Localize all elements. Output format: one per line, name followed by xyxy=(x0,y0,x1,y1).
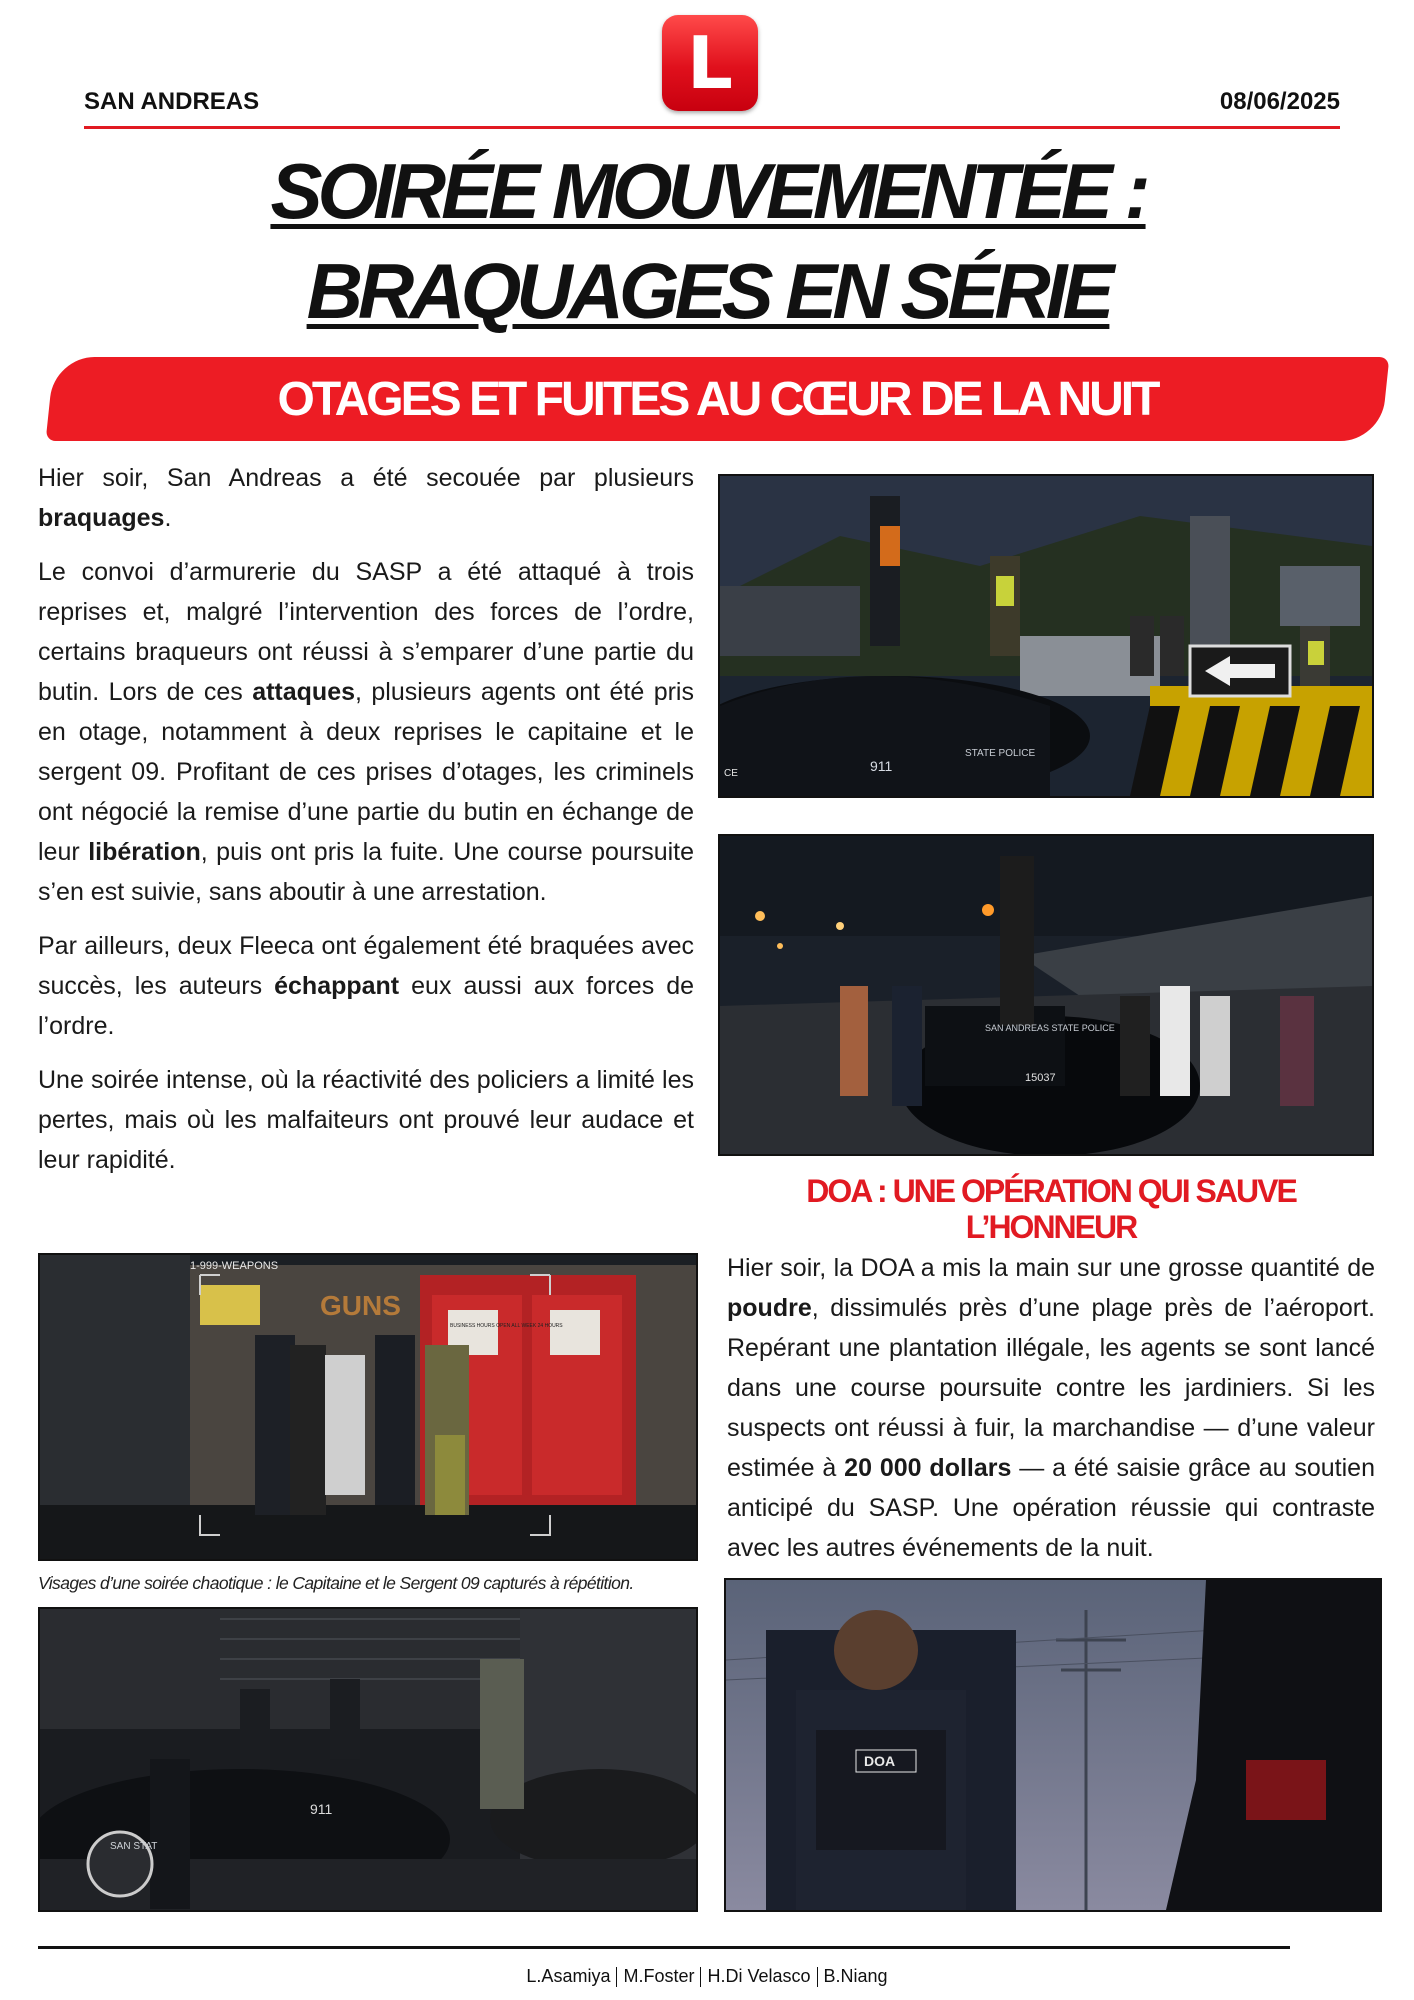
author-credits xyxy=(0,1966,1414,1987)
photo-car-text: STATE POLICE xyxy=(965,748,1036,759)
photo-corner-text: CE xyxy=(724,768,738,779)
door-notice-text: BUSINESS HOURS OPEN ALL WEEK 24 HOURS xyxy=(450,1323,563,1329)
location-label: SAN ANDREAS xyxy=(84,88,260,115)
credit-separator xyxy=(700,1967,701,1987)
article-paragraph-1: Hier soir, San Andreas a été secouée par plusieurs braquages. xyxy=(38,464,694,532)
photo-police-car-garage xyxy=(38,1607,698,1912)
article-paragraph-2: Le convoi d’armurerie du SASP a été attaqué à trois reprises et, malgré l’intervention des forces de l’ordre, certains braqueurs ont réussi à s’emparer d’une partie du butin. Lors de ces attaques, plusieurs agents ont été pris en otage, notamment à deux reprises le capitaine et le sergent 09. Profitant de ces prises d’otages, les criminels ont négocié la remise d’une partie du butin en échange de leur libération, puis ont pris la fuite. Une course poursuite s’en est suivie, sans aboutir à une arrestation. xyxy=(38,558,695,906)
header-divider xyxy=(84,126,1340,129)
doa-paragraph: Hier soir, la DOA a mis la main sur une grosse quantité de poudre, dissimulés près d’une plage près de l’aéroport. Repérant une plantation illégale, les agents se sont lancé dans une course poursuite contre les jardiniers. Si les suspects ont réussi à fuir, la marchandise — d’une valeur estimée à 20 000 dollars — a été saisie grâce au soutien anticipé du SASP. Une opération réussie qui contraste avec les autres événements de la nuit. xyxy=(727,1254,1375,1562)
author-4: B.Niang xyxy=(823,1966,888,1986)
shop-sign-text: 1-999-WEAPONS xyxy=(190,1260,279,1272)
photo-caption: Visages d’une soirée chaotique : le Capitaine et le Sergent 09 capturés à répétition. xyxy=(38,1573,634,1593)
photo-car-banner: SAN ANDREAS STATE POLICE xyxy=(985,1023,1115,1033)
headline-line-1: SOIRÉE MOUVEMENTÉE : xyxy=(270,147,1146,235)
photo-gun-shop-hostages xyxy=(38,1253,698,1561)
doa-heading-line-1: DOA : UNE OPÉRATION QUI SAUVE xyxy=(806,1173,1296,1209)
photo-plate-text: 911 xyxy=(870,758,893,774)
article-paragraph-4: Une soirée intense, où la réactivité des policiers a limité les pertes, mais où les malfaiteurs ont prouvé leur audace et leur rapidité. xyxy=(38,1066,694,1174)
credit-separator xyxy=(817,1967,818,1987)
logo-letter: L xyxy=(687,21,733,105)
doa-vest-text: DOA xyxy=(864,1753,896,1769)
photo-doa-agent xyxy=(724,1578,1382,1912)
photo-convoy-hostages xyxy=(718,474,1374,798)
bottom-photo-plate: 911 xyxy=(310,1801,333,1817)
photo-car-plate: 15037 xyxy=(1025,1072,1056,1084)
credit-separator xyxy=(616,1967,617,1987)
doa-heading xyxy=(727,1173,1375,1245)
newspaper-logo xyxy=(662,15,758,111)
photo-night-arrest xyxy=(718,834,1374,1156)
author-1: L.Asamiya xyxy=(526,1966,611,1986)
headline-line-2: BRAQUAGES EN SÉRIE xyxy=(306,247,1110,335)
subheadline-text: OTAGES ET FUITES AU CŒUR DE LA NUIT xyxy=(277,373,1158,426)
bottom-photo-text: SAN STAT xyxy=(110,1841,158,1852)
article-paragraph-3: Par ailleurs, deux Fleeca ont également été braquées avec succès, les auteurs échappant eux aussi aux forces de l’ordre. xyxy=(38,932,695,1040)
guns-wall-text: GUNS xyxy=(320,1290,401,1321)
author-3: H.Di Velasco xyxy=(707,1966,811,1986)
doa-heading-line-2: L’HONNEUR xyxy=(965,1209,1137,1245)
author-2: M.Foster xyxy=(623,1966,695,1986)
footer-divider xyxy=(38,1946,1290,1949)
issue-date: 08/06/2025 xyxy=(1219,88,1340,115)
